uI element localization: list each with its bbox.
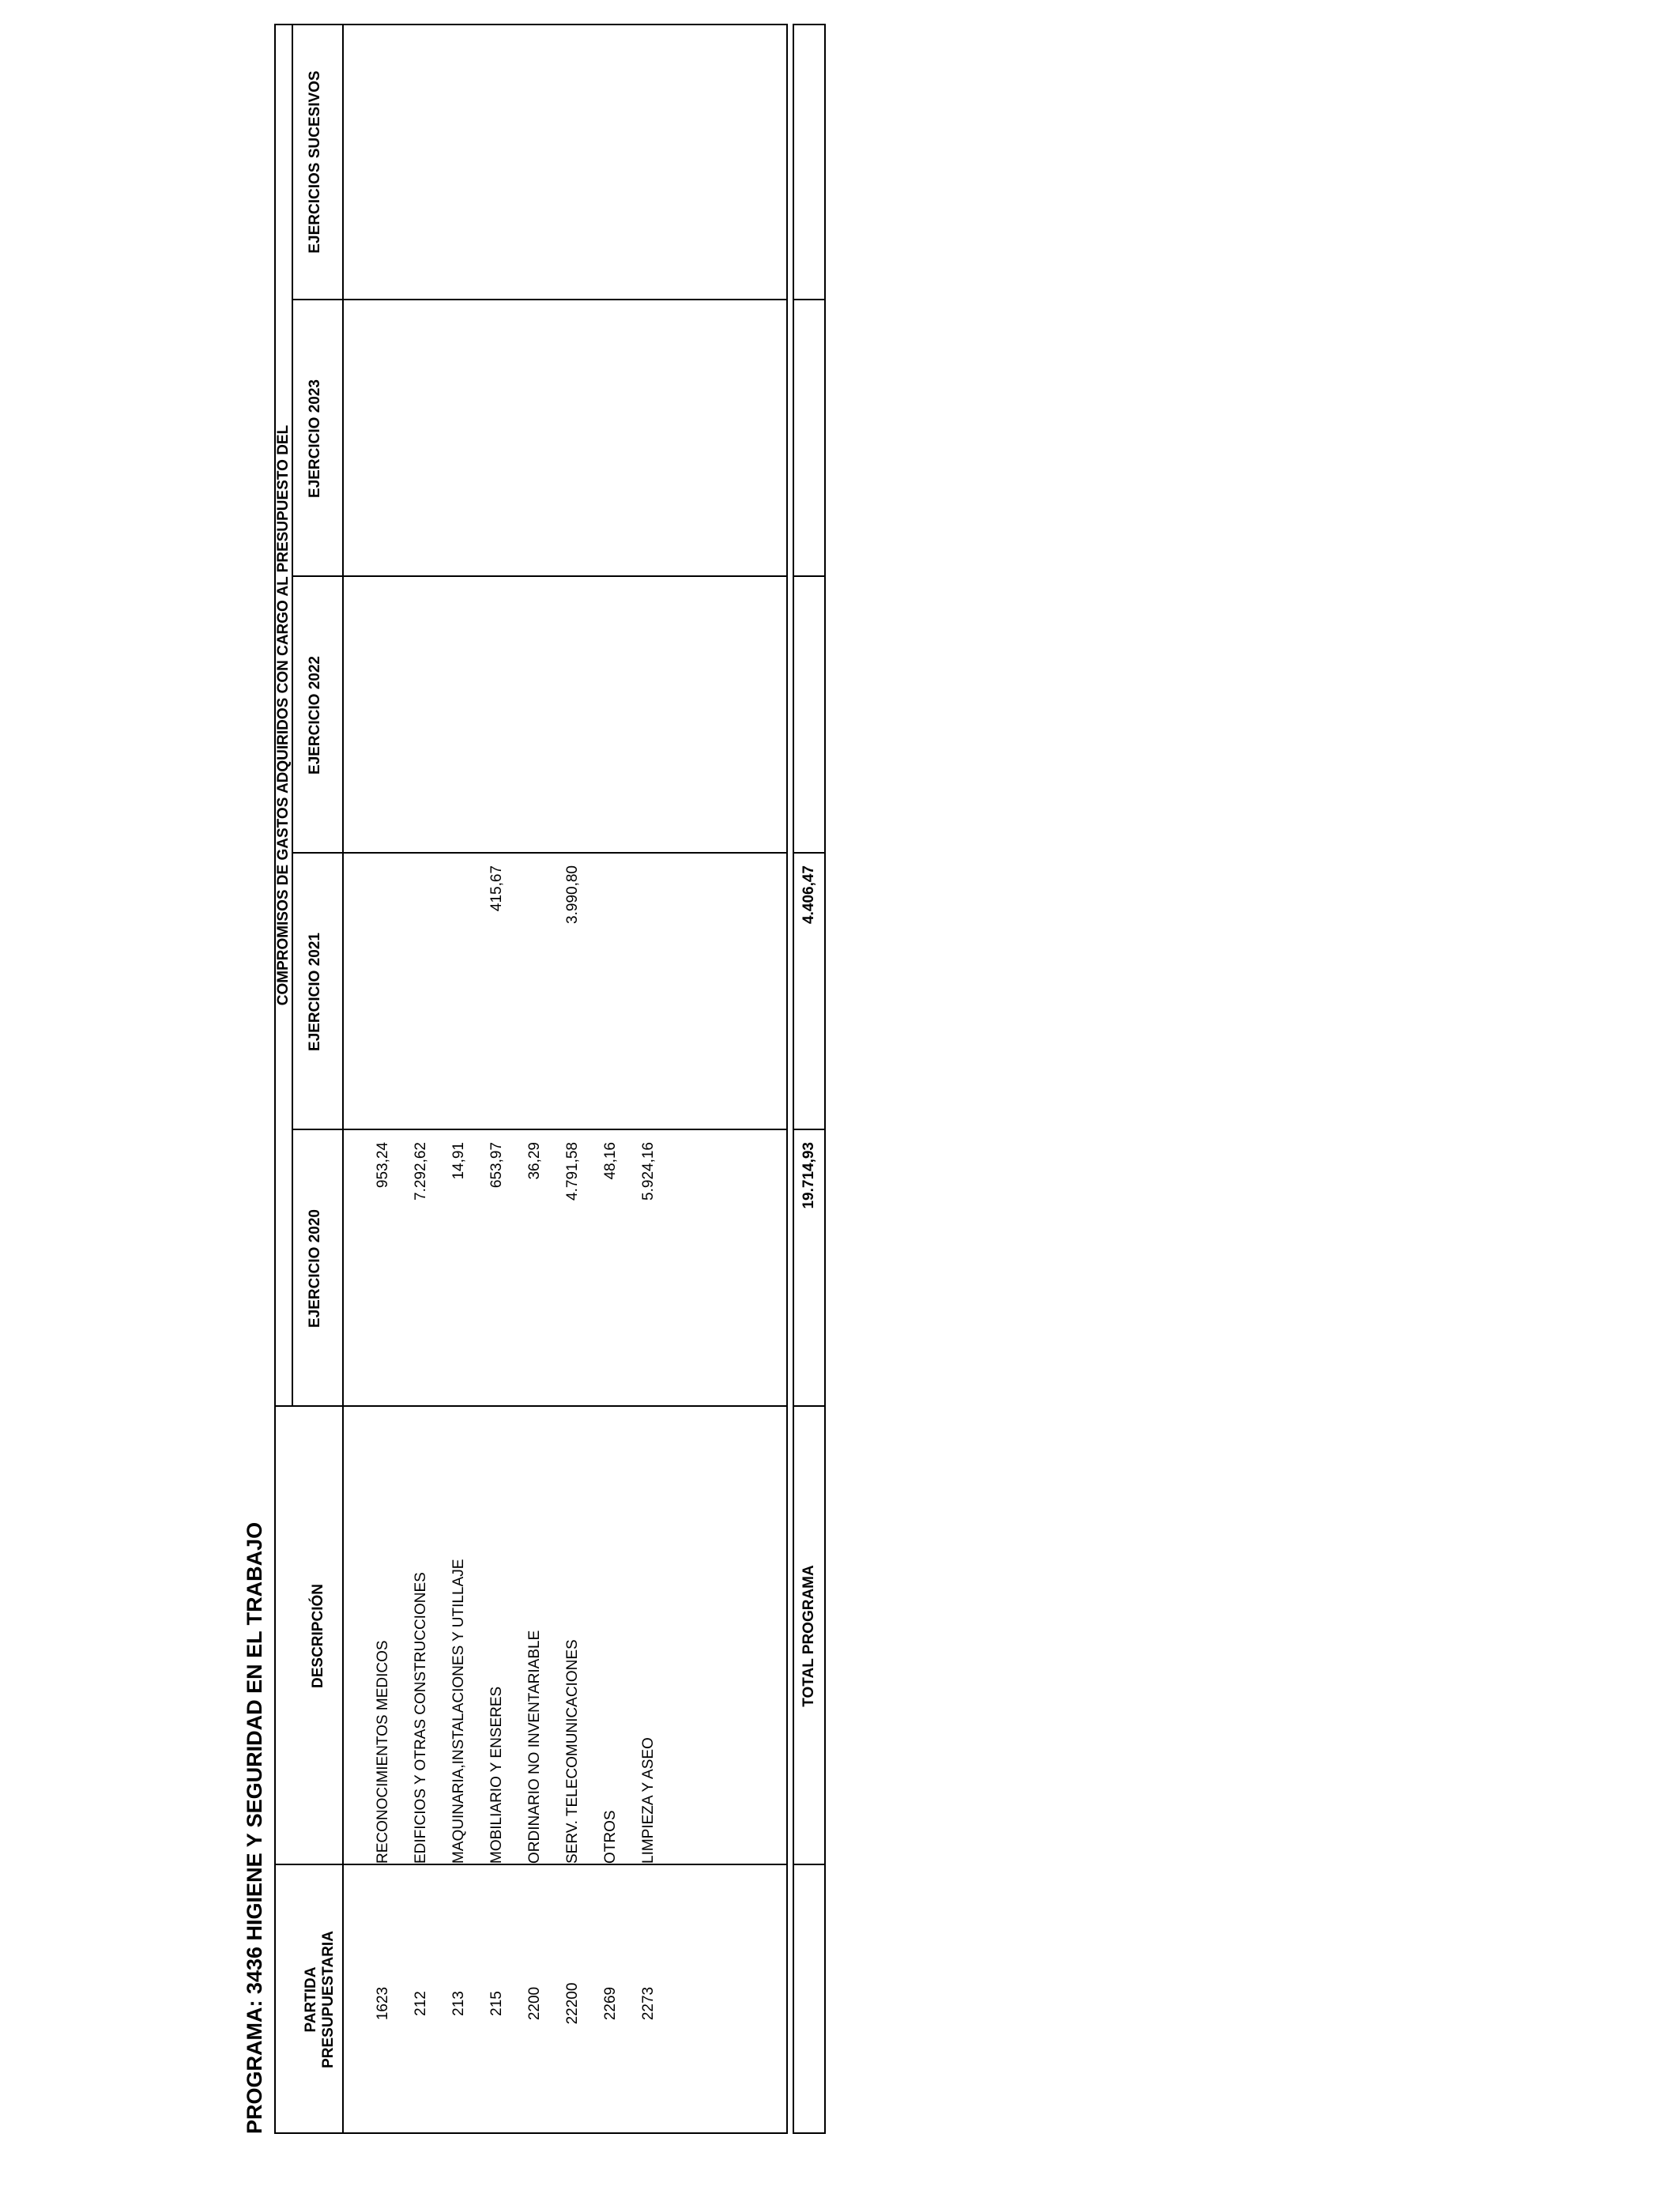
row-6-ej2020: 4.791,58	[564, 1142, 581, 1201]
row-8-descripcion: LIMPIEZA Y ASEO	[640, 1737, 657, 1864]
row-5-partida: 2200	[526, 1986, 543, 2021]
col-sep-2023	[292, 299, 788, 300]
row-5-ej2020: 36,29	[526, 1142, 543, 1180]
row-1-ej2020: 953,24	[375, 1142, 391, 1189]
row-7-ej2020: 48,16	[602, 1142, 619, 1180]
page-title: PROGRAMA: 3436 HIGIENE Y SEGURIDAD EN EL TRABAJO	[243, 1521, 266, 2134]
row-6-partida: 22200	[564, 1982, 581, 2025]
row-3-descripcion: MAQUINARIA,INSTALACIONES Y UTILLAJE	[450, 1559, 467, 1864]
total-sep-2021	[793, 852, 826, 854]
header-ejercicios-sucesivos: EJERCICIOS SUCESIVOS	[307, 70, 323, 254]
row-7-partida: 2269	[602, 1986, 619, 2021]
header-descripcion: DESCRIPCIÓN	[310, 1584, 326, 1688]
col-sep-descripcion	[274, 1405, 788, 1407]
header-partida: PARTIDA	[303, 1966, 319, 2033]
header-separator	[342, 24, 344, 2134]
total-label: TOTAL PROGRAMA	[800, 1565, 817, 1707]
header-ejercicio-2022: EJERCICIO 2022	[307, 656, 323, 775]
row-4-descripcion: MOBILIARIO Y ENSERES	[488, 1686, 505, 1864]
header-ejercicio-2021: EJERCICIO 2021	[307, 933, 323, 1051]
row-8-partida: 2273	[640, 1986, 657, 2021]
total-sep-2022	[793, 575, 826, 577]
total-sep-2023	[793, 299, 826, 300]
col-sep-2022	[292, 575, 788, 577]
header-presupuestaria: PRESUPUESTARIA	[320, 1931, 337, 2068]
row-5-descripcion: ORDINARIO NO INVENTARIABLE	[526, 1630, 543, 1864]
row-4-ej2020: 653,97	[488, 1142, 505, 1189]
row-6-descripcion: SERV. TELECOMUNICACIONES	[564, 1639, 581, 1864]
row-6-ej2021: 3.990,80	[564, 865, 581, 924]
row-2-ej2020: 7.292,62	[412, 1142, 429, 1201]
row-1-partida: 1623	[375, 1986, 391, 2021]
row-1-descripcion: RECONOCIMIENTOS MEDICOS	[375, 1640, 391, 1864]
total-sep-2020	[793, 1129, 826, 1130]
col-sep-2021	[292, 852, 788, 854]
row-3-ej2020: 14,91	[450, 1142, 467, 1180]
total-ej2020: 19.714,93	[800, 1142, 817, 1209]
rotated-page	[241, 24, 826, 2134]
col-sep-partida	[274, 1864, 788, 1865]
row-4-partida: 215	[488, 1991, 505, 2016]
header-ejercicio-2023: EJERCICIO 2023	[307, 379, 323, 498]
row-2-partida: 212	[412, 1991, 429, 2016]
row-7-descripcion: OTROS	[602, 1810, 619, 1864]
row-2-descripcion: EDIFICIOS Y OTRAS CONSTRUCCIONES	[412, 1572, 429, 1864]
header-ejercicio-2020: EJERCICIO 2020	[307, 1209, 323, 1328]
col-sep-2020	[292, 1129, 788, 1130]
row-8-ej2020: 5.924,16	[640, 1142, 657, 1201]
total-ej2021: 4.406,47	[800, 865, 817, 924]
header-group: COMPROMISOS DE GASTOS ADQUIRIDOS CON CARGO AL PRESUPUESTO DEL	[275, 424, 292, 1006]
row-4-ej2021: 415,67	[488, 865, 505, 912]
row-3-partida: 213	[450, 1991, 467, 2016]
